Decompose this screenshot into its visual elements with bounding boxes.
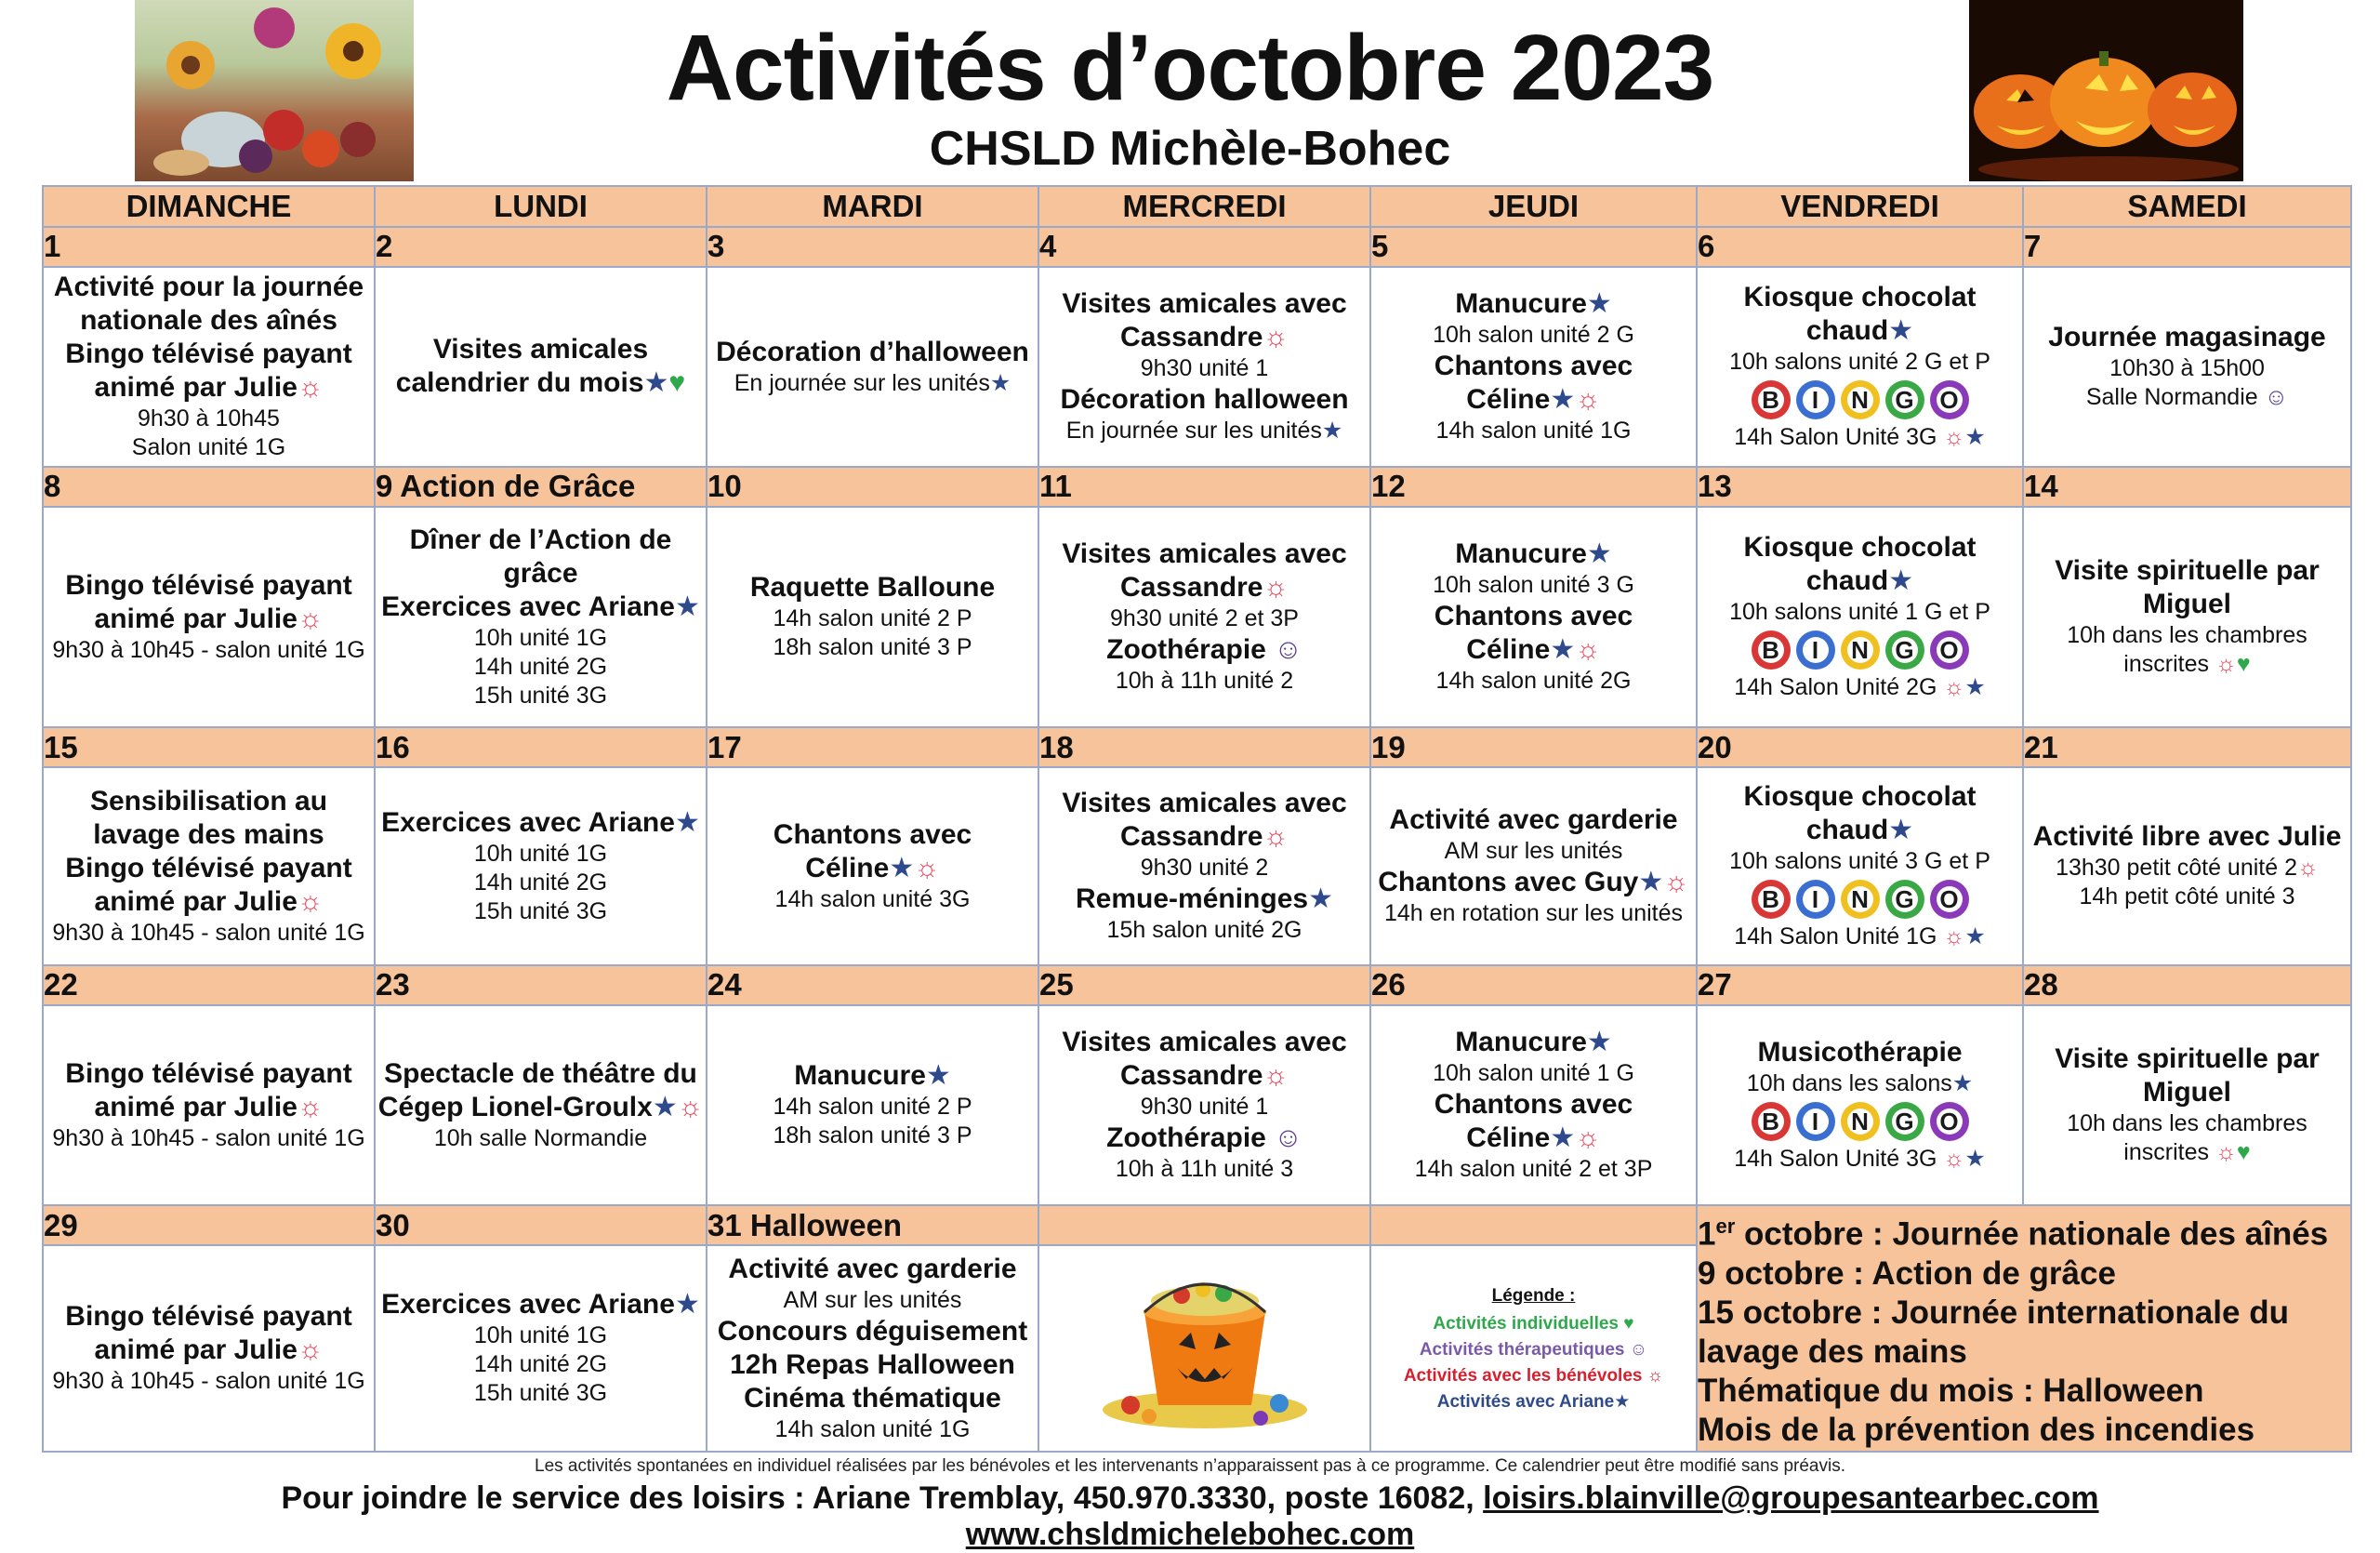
day-cell — [707, 267, 1038, 468]
activity-detail: 10h salle Normandie — [433, 1124, 648, 1151]
note-line: Thématique du mois : Halloween — [1698, 1372, 2204, 1409]
day-cell — [1038, 267, 1370, 468]
activity-detail: 15h unité 3G — [473, 682, 608, 709]
activity-title: Chantons avec Céline — [1434, 351, 1633, 416]
ariane-star-icon: ★ — [925, 1060, 951, 1092]
day-cell — [375, 767, 707, 966]
day-cell — [1038, 1005, 1370, 1206]
activity-title: Bingo télévisé payant animé par Julie — [65, 569, 352, 634]
individual-heart-icon: ♥ — [668, 367, 686, 399]
candy-bucket-cell — [1038, 1245, 1370, 1452]
activity-detail: 14h salon unité 3G — [774, 885, 971, 912]
bingo-ball: I — [1796, 880, 1835, 919]
date-number: 31 Halloween — [707, 1205, 1038, 1245]
activity-detail: En journée sur les unités — [734, 369, 990, 396]
page-title: Activités d’octobre 2023 — [666, 16, 1714, 120]
day-cell — [707, 767, 1038, 966]
activity-title: Visites amicales avec Cassandre — [1062, 1027, 1347, 1092]
day-cell — [1038, 507, 1370, 728]
day-cell — [43, 267, 375, 468]
activity-detail: 15h unité 3G — [473, 897, 608, 924]
contact-text: Pour joindre le service des loisirs : Ariane Tremblay, 450.970.3330, poste 16082, — [281, 1480, 1484, 1516]
activity-detail: 14h Salon Unité 1G — [1734, 923, 1937, 950]
bingo-ball: B — [1752, 380, 1791, 419]
activity-title: Manucure — [1455, 288, 1587, 320]
legend-ariane: Activités avec Ariane★ — [1436, 1391, 1631, 1412]
halloween-candy-bucket-icon — [1093, 1256, 1316, 1433]
ariane-star-icon: ★ — [1951, 1070, 1974, 1097]
bingo-balls — [1698, 630, 2022, 670]
date-number: 10 — [707, 467, 1038, 506]
volunteer-sun-icon: ☼ — [297, 1334, 324, 1366]
activity-detail: 14h unité 2G — [473, 1351, 608, 1378]
activity-title: Exercices avec Ariane — [381, 1289, 675, 1321]
bingo-ball: O — [1930, 630, 1969, 670]
halloween-pumpkins-image — [1969, 0, 2243, 181]
date-number: 2 — [375, 227, 707, 266]
activity-detail: AM sur les unités — [1444, 838, 1623, 865]
day-header-saturday: SAMEDI — [2023, 186, 2351, 227]
volunteer-sun-icon: ☼ — [677, 1091, 704, 1122]
sun-icon: ☼ — [1646, 1365, 1664, 1386]
day-cell — [375, 1245, 707, 1452]
ariane-star-icon: ★ — [989, 369, 1012, 396]
date-number: 27 — [1697, 965, 2023, 1004]
activity-title: Visites amicales calendrier du mois — [395, 334, 649, 399]
ariane-star-icon: ★ — [1550, 1122, 1576, 1154]
date-number: 22 — [43, 965, 375, 1004]
date-number: 15 — [43, 727, 375, 766]
day-cell — [1697, 767, 2023, 966]
star-icon: ★ — [1614, 1391, 1631, 1412]
activity-title: Bingo télévisé payant animé par Julie — [65, 338, 352, 404]
date-number: 28 — [2023, 965, 2351, 1004]
activity-detail: 10h salons unité 3 G et P — [1729, 848, 1990, 875]
day-cell — [707, 507, 1038, 728]
activity-detail: 14h Salon Unité 2G — [1734, 674, 1937, 701]
note-line: 9 octobre : Action de grâce — [1698, 1254, 2116, 1292]
activity-title: Journée magasinage — [2048, 322, 2326, 353]
ariane-star-icon: ★ — [674, 806, 700, 838]
activity-detail: 18h salon unité 3 P — [773, 634, 972, 661]
date-number: 13 — [1697, 467, 2023, 506]
monthly-notes — [1697, 1205, 2351, 1452]
day-cell — [2023, 267, 2351, 468]
bingo-ball: I — [1796, 630, 1835, 670]
bingo-ball: O — [1930, 880, 1969, 919]
activity-detail: 10h dans les chambres inscrites — [2067, 622, 2307, 678]
activity-detail: 14h salon unité 2 et 3P — [1414, 1156, 1653, 1183]
ariane-star-icon: ★ — [1308, 883, 1333, 915]
day-cell — [707, 1245, 1038, 1452]
activity-detail: 10h30 à 15h00 — [2109, 355, 2265, 382]
date-number: 11 — [1038, 467, 1370, 506]
volunteer-sun-icon: ☼ — [1943, 674, 1965, 701]
activity-detail: Salon unité 1G — [131, 434, 286, 461]
ariane-star-icon: ★ — [674, 591, 700, 622]
activity-title: Kiosque chocolat chaud — [1743, 532, 1977, 597]
date-number: 20 — [1697, 727, 2023, 766]
day-cell — [1370, 507, 1697, 728]
activity-title: Chantons avec Céline — [773, 818, 972, 883]
bingo-ball: N — [1841, 880, 1880, 919]
activity-detail: 14h unité 2G — [473, 653, 608, 680]
day-header-wednesday: MERCREDI — [1038, 186, 1370, 227]
activity-detail: 10h unité 1G — [473, 840, 608, 867]
date-number: 29 — [43, 1205, 375, 1245]
day-header-sunday: DIMANCHE — [43, 186, 375, 227]
activity-title: Cinéma thématique — [744, 1382, 1001, 1414]
email-link[interactable]: loisirs.blainville@groupesantearbec.com — [1483, 1480, 2099, 1516]
activity-title: Concours déguisement — [717, 1315, 1028, 1347]
volunteer-sun-icon: ☼ — [1263, 821, 1289, 853]
bingo-ball: N — [1841, 380, 1880, 419]
ariane-star-icon: ★ — [652, 1091, 678, 1122]
activity-detail: 9h30 à 10h45 — [138, 405, 280, 432]
activity-title: Manucure — [794, 1060, 926, 1092]
date-number: 14 — [2023, 467, 2351, 506]
date-number: 6 — [1697, 227, 2023, 266]
day-cell — [2023, 767, 2351, 966]
activity-detail: 9h30 unité 2 et 3P — [1110, 605, 1299, 632]
day-cell — [1038, 767, 1370, 966]
date-number: 8 — [43, 467, 375, 506]
activity-title: Visite spirituelle par Miguel — [2055, 1043, 2320, 1108]
date-number: 1 — [43, 227, 375, 266]
ariane-star-icon: ★ — [1888, 815, 1914, 846]
legend-individual: Activités individuelles ♥ — [1433, 1313, 1634, 1334]
day-cell — [1697, 267, 2023, 468]
day-cell — [43, 1245, 375, 1452]
date-number — [1038, 1205, 1370, 1245]
ariane-star-icon: ★ — [1964, 424, 1986, 451]
bingo-ball: B — [1752, 880, 1791, 919]
date-number: 19 — [1370, 727, 1697, 766]
activity-detail: 9h30 unité 1 — [1140, 355, 1269, 382]
activity-title: Bingo télévisé payant animé par Julie — [65, 1057, 352, 1122]
volunteer-sun-icon: ☼ — [1943, 1146, 1965, 1173]
activity-detail: 10h à 11h unité 2 — [1115, 668, 1294, 695]
bingo-ball: I — [1796, 380, 1835, 419]
activity-detail: 9h30 à 10h45 - salon unité 1G — [52, 1124, 365, 1151]
activity-detail: 10h dans les chambres inscrites — [2067, 1110, 2307, 1166]
ariane-star-icon: ★ — [1964, 1146, 1986, 1173]
activity-detail: AM sur les unités — [783, 1286, 962, 1313]
activity-title: Exercices avec Ariane — [381, 591, 675, 622]
activity-title: Zoothérapie — [1106, 634, 1266, 666]
bingo-ball: O — [1930, 1102, 1969, 1141]
volunteer-sun-icon: ☼ — [1663, 867, 1689, 898]
activity-detail: 13h30 petit côté unité 2 — [2056, 855, 2297, 882]
activity-title: Dîner de l’Action de grâce — [409, 524, 672, 589]
activity-title: Visite spirituelle par Miguel — [2055, 555, 2320, 620]
date-number: 30 — [375, 1205, 707, 1245]
activity-title: 12h Repas Halloween — [730, 1348, 1015, 1380]
volunteer-sun-icon: ☼ — [297, 1091, 324, 1122]
activity-detail: 14h salon unité 2 P — [773, 1094, 972, 1121]
date-number: 16 — [375, 727, 707, 766]
day-header-thursday: JEUDI — [1370, 186, 1697, 227]
ariane-star-icon: ★ — [1964, 674, 1986, 701]
activity-title: Exercices avec Ariane — [381, 806, 675, 838]
activity-title: Kiosque chocolat chaud — [1743, 282, 1977, 347]
individual-heart-icon: ♥ — [2236, 1139, 2251, 1166]
activity-detail: 10h salons unité 2 G et P — [1729, 349, 1990, 376]
activity-title: Chantons avec Guy — [1378, 867, 1639, 898]
activity-title: Spectacle de théâtre du Cégep Lionel-Groulx — [377, 1057, 697, 1122]
activity-title: Activité pour la journée nationale des aînés — [53, 272, 364, 337]
contact-line — [0, 1479, 2380, 1518]
date-number: 3 — [707, 227, 1038, 266]
day-cell — [375, 267, 707, 468]
bingo-balls — [1698, 1102, 2022, 1141]
activity-detail: 14h Salon Unité 3G — [1734, 424, 1937, 451]
therapy-smile-icon: ☺ — [1274, 634, 1302, 666]
volunteer-sun-icon: ☼ — [2215, 651, 2237, 678]
calendar-grid — [42, 185, 2352, 1453]
note-line: Mois de la prévention des incendies — [1698, 1411, 2255, 1448]
activity-title: Visites amicales avec Cassandre — [1062, 538, 1347, 604]
activity-detail: 14h en rotation sur les unités — [1383, 900, 1684, 927]
note-line: 15 octobre : Journée internationale du lavage des mains — [1698, 1294, 2289, 1370]
date-number — [1370, 1205, 1697, 1245]
day-cell — [1697, 1005, 2023, 1206]
legend-therapeutic: Activités thérapeutiques ☺ — [1419, 1339, 1648, 1360]
bingo-ball: N — [1841, 630, 1880, 670]
volunteer-sun-icon: ☼ — [1263, 1060, 1289, 1092]
date-number: 5 — [1370, 227, 1697, 266]
disclaimer: Les activités spontanées en individuel réalisées par les bénévoles et les intervenants n’apparaissent pas à ce programme. Ce calendrier peut être modifié sans préavis. — [535, 1456, 1845, 1476]
ariane-star-icon: ★ — [1550, 384, 1576, 416]
individual-heart-icon: ♥ — [2236, 651, 2251, 678]
ariane-star-icon: ★ — [889, 852, 915, 883]
activity-title: Chantons avec Céline — [1434, 1089, 1633, 1154]
activity-title: Activité avec garderie — [728, 1253, 1017, 1284]
volunteer-sun-icon: ☼ — [1575, 1122, 1601, 1154]
activity-detail: 10h salons unité 1 G et P — [1729, 599, 1990, 626]
activity-detail: 14h petit côté unité 3 — [2079, 883, 2295, 910]
date-number: 21 — [2023, 727, 2351, 766]
note-line: 1er octobre : Journée nationale des aînés — [1698, 1215, 2329, 1253]
ariane-star-icon: ★ — [1586, 288, 1612, 320]
activity-title: Remue-méninges — [1076, 883, 1309, 915]
volunteer-sun-icon: ☼ — [1263, 322, 1289, 353]
legend — [1370, 1245, 1697, 1452]
date-number: 24 — [707, 965, 1038, 1004]
activity-title: Activité avec garderie — [1389, 804, 1678, 836]
day-cell — [2023, 1005, 2351, 1206]
volunteer-sun-icon: ☼ — [2297, 855, 2319, 882]
bingo-ball: B — [1752, 1102, 1791, 1141]
bingo-ball: I — [1796, 1102, 1835, 1141]
activity-title: Visites amicales avec Cassandre — [1062, 288, 1347, 353]
day-cell — [375, 1005, 707, 1206]
activity-title: Zoothérapie — [1106, 1122, 1266, 1154]
activity-title: Décoration d’halloween — [716, 336, 1029, 367]
activity-title: Kiosque chocolat chaud — [1743, 781, 1977, 846]
day-cell — [43, 507, 375, 728]
activity-title: Bingo télévisé payant animé par Julie — [65, 852, 352, 917]
page-subtitle: CHSLD Michèle-Bohec — [929, 122, 1451, 176]
activity-detail: 10h salon unité 1 G — [1433, 1060, 1634, 1087]
activity-title: Bingo télévisé payant animé par Julie — [65, 1301, 352, 1366]
bingo-ball: G — [1885, 1102, 1924, 1141]
activity-title: Manucure — [1455, 538, 1587, 570]
day-cell — [43, 1005, 375, 1206]
ariane-star-icon: ★ — [1321, 418, 1343, 445]
activity-detail: 9h30 à 10h45 - salon unité 1G — [52, 1368, 365, 1395]
day-cell — [375, 507, 707, 728]
volunteer-sun-icon: ☼ — [297, 603, 324, 634]
activity-detail: 10h salon unité 2 G — [1433, 322, 1634, 349]
day-cell — [1697, 507, 2023, 728]
date-number: 17 — [707, 727, 1038, 766]
activity-title: Activité libre avec Julie — [2032, 821, 2342, 853]
volunteer-sun-icon: ☼ — [1263, 572, 1289, 604]
activity-detail: 14h salon unité 1G — [1435, 418, 1632, 445]
day-cell — [1370, 267, 1697, 468]
legend-title: Légende : — [1491, 1285, 1576, 1306]
therapy-smile-icon: ☺ — [2264, 384, 2289, 411]
date-number: 25 — [1038, 965, 1370, 1004]
volunteer-sun-icon: ☼ — [1575, 384, 1601, 416]
activity-detail: 9h30 unité 1 — [1140, 1094, 1269, 1121]
bingo-ball: B — [1752, 630, 1791, 670]
date-number: 9 Action de Grâce — [375, 467, 707, 506]
volunteer-sun-icon: ☼ — [1943, 923, 1965, 950]
activity-detail: 14h Salon Unité 3G — [1734, 1146, 1937, 1173]
volunteer-sun-icon: ☼ — [297, 885, 324, 917]
activity-detail: Salle Normandie — [2085, 384, 2258, 411]
activity-detail: 10h salon unité 3 G — [1433, 572, 1634, 599]
day-cell — [1370, 1005, 1697, 1206]
activity-detail: 9h30 à 10h45 - salon unité 1G — [52, 636, 365, 663]
activity-detail: 14h salon unité 1G — [774, 1415, 971, 1442]
activity-title: Manucure — [1455, 1027, 1587, 1058]
activity-detail: 15h salon unité 2G — [1106, 917, 1302, 944]
activity-title: Décoration halloween — [1060, 384, 1349, 416]
activity-detail: 10h à 11h unité 3 — [1115, 1156, 1294, 1183]
activity-title: Sensibilisation au lavage des mains — [89, 785, 328, 850]
bingo-ball: N — [1841, 1102, 1880, 1141]
ariane-star-icon: ★ — [1550, 634, 1576, 666]
ariane-star-icon: ★ — [1586, 1027, 1612, 1058]
day-cell — [43, 767, 375, 966]
volunteer-sun-icon: ☼ — [297, 372, 324, 404]
ariane-star-icon: ★ — [674, 1289, 700, 1321]
activity-detail: 9h30 unité 2 — [1140, 855, 1269, 882]
bingo-balls — [1698, 380, 2022, 419]
smile-icon: ☺ — [1629, 1339, 1648, 1360]
ariane-star-icon: ★ — [1638, 867, 1664, 898]
activity-detail: 10h unité 1G — [473, 624, 608, 651]
activity-detail: 18h salon unité 3 P — [773, 1122, 972, 1149]
heart-icon: ♥ — [1623, 1313, 1634, 1334]
date-number: 4 — [1038, 227, 1370, 266]
autumn-harvest-image — [135, 0, 414, 181]
website-link[interactable]: www.chsldmichelebohec.com — [965, 1517, 1415, 1552]
volunteer-sun-icon: ☼ — [1575, 634, 1601, 666]
date-number: 18 — [1038, 727, 1370, 766]
ariane-star-icon: ★ — [1964, 923, 1986, 950]
therapy-smile-icon: ☺ — [1274, 1122, 1302, 1154]
bingo-ball: G — [1885, 880, 1924, 919]
activity-title: Chantons avec Céline — [1434, 601, 1633, 666]
activity-detail: 14h salon unité 2G — [1435, 668, 1632, 695]
day-cell — [707, 1005, 1038, 1206]
activity-title: Visites amicales avec Cassandre — [1062, 788, 1347, 853]
activity-detail: 14h unité 2G — [473, 869, 608, 896]
volunteer-sun-icon: ☼ — [1943, 424, 1965, 451]
bingo-ball: O — [1930, 380, 1969, 419]
legend-volunteers: Activités avec les bénévoles ☼ — [1403, 1365, 1664, 1386]
day-header-monday: LUNDI — [375, 186, 707, 227]
activity-detail: 14h salon unité 2 P — [773, 605, 972, 632]
bingo-ball: G — [1885, 380, 1924, 419]
activity-title: Raquette Balloune — [749, 572, 996, 604]
day-header-tuesday: MARDI — [707, 186, 1038, 227]
ariane-star-icon: ★ — [1888, 315, 1914, 347]
date-number: 26 — [1370, 965, 1697, 1004]
activity-detail: 15h unité 3G — [473, 1380, 608, 1407]
volunteer-sun-icon: ☼ — [914, 852, 940, 883]
bingo-ball: G — [1885, 630, 1924, 670]
date-number: 23 — [375, 965, 707, 1004]
activity-detail: 10h dans les salons — [1746, 1070, 1952, 1097]
date-number: 12 — [1370, 467, 1697, 506]
ariane-star-icon: ★ — [643, 367, 669, 399]
activity-detail: 9h30 à 10h45 - salon unité 1G — [52, 919, 365, 946]
day-cell — [1370, 767, 1697, 966]
day-header-friday: VENDREDI — [1697, 186, 2023, 227]
bingo-balls — [1698, 880, 2022, 919]
volunteer-sun-icon: ☼ — [2215, 1139, 2237, 1166]
ariane-star-icon: ★ — [1888, 565, 1914, 597]
ariane-star-icon: ★ — [1586, 538, 1612, 570]
activity-title: Musicothérapie — [1757, 1037, 1963, 1069]
activity-detail: 10h unité 1G — [473, 1322, 608, 1349]
activity-detail: En journée sur les unités — [1065, 418, 1322, 445]
day-cell — [2023, 507, 2351, 728]
date-number: 7 — [2023, 227, 2351, 266]
